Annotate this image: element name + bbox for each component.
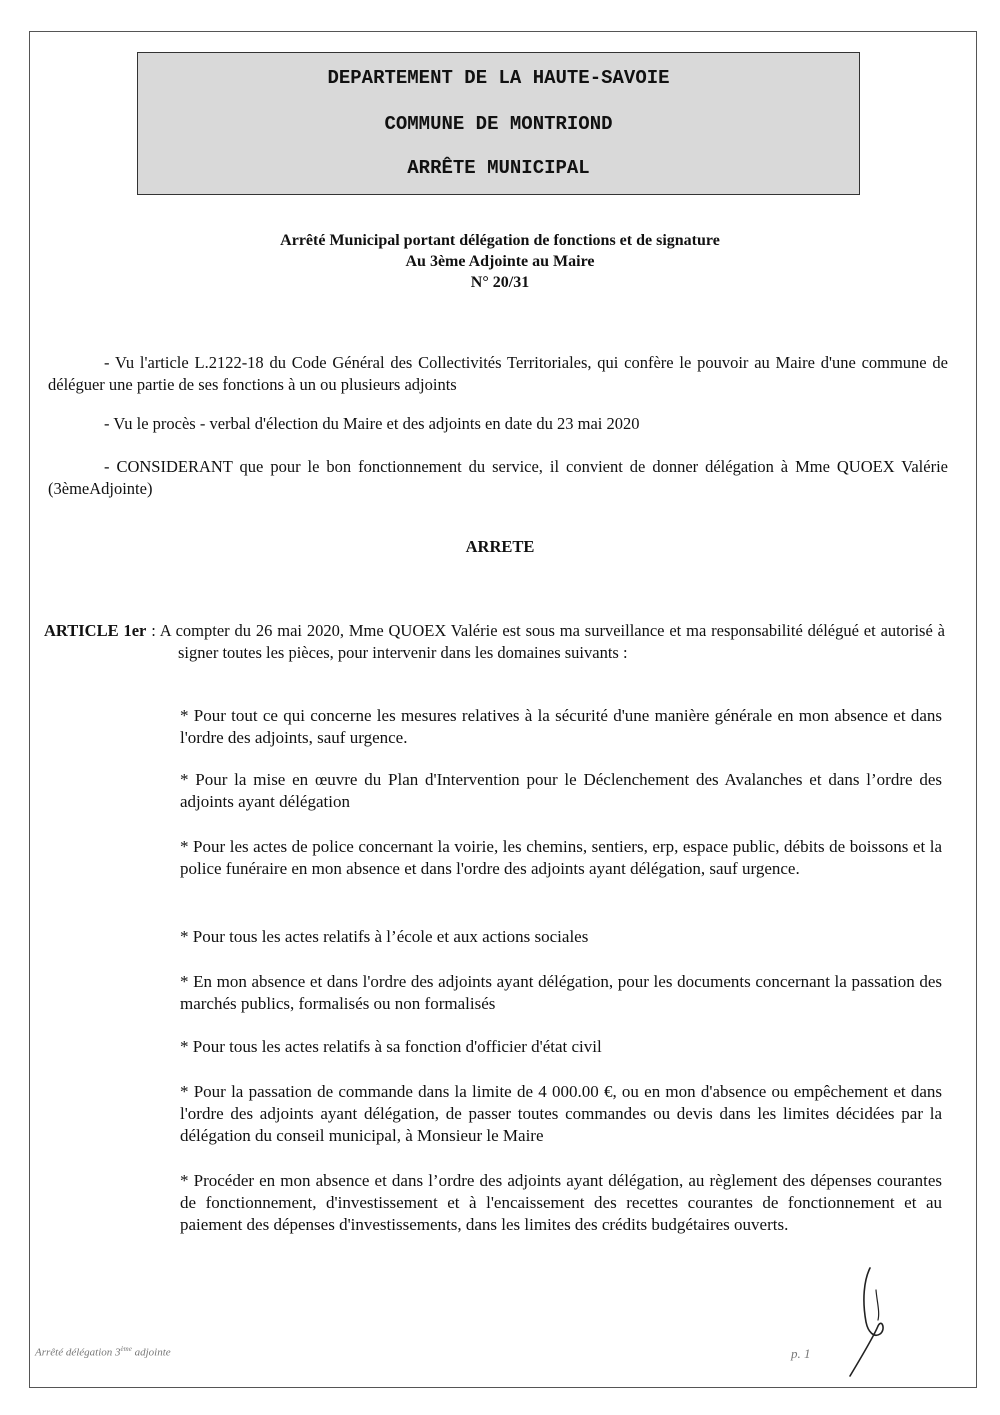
consideration-2: - Vu le procès - verbal d'élection du Maire et des adjoints en date du 23 mai 2020 [104,414,640,433]
header-box [137,52,860,195]
delegation-item: * En mon absence et dans l'ordre des adjoints ayant délégation, pour les documents concernant la passation des marchés publics, formalisés ou non formalisés [180,972,942,1013]
article-1-text: : A compter du 26 mai 2020, Mme QUOEX Valérie est sous ma surveillance et ma responsabilité délégué et autorisé à signer toutes les pièces, pour intervenir dans les domaines suivants : [146,621,945,662]
footer-doc-label: Arrêté délégation 3ème adjointe [35,1345,171,1359]
header-department: DEPARTEMENT DE LA HAUTE-SAVOIE [327,67,670,89]
delegation-item: * Pour la passation de commande dans la limite de 4 000.00 €, ou en mon d'absence ou empêchement et dans l'ordre des adjoints ayant délégation, de passer toutes commandes ou devis dans les limites décidées par la délégation du conseil municipal, à Monsieur le Maire [180,1082,942,1145]
header-doc-type: ARRÊTE MUNICIPAL [407,157,590,179]
header-commune: COMMUNE DE MONTRIOND [384,113,613,135]
delegation-item: * Pour tous les actes relatifs à sa fonction d'officier d'état civil [180,1037,602,1056]
title-number: N° 20/31 [470,274,530,291]
document-title [200,230,800,293]
article-1-label: ARTICLE 1er [44,621,147,640]
consideration-1: - Vu l'article L.2122-18 du Code Général des Collectivités Territoriales, qui confère le pouvoir au Maire d'une commune de déléguer une partie de ses fonctions à un ou plusieurs adjoints [48,353,948,394]
delegation-item: * Pour la mise en œuvre du Plan d'Intervention pour le Déclenchement des Avalanches et dans l’ordre des adjoints ayant délégation [180,770,942,811]
delegation-item: * Pour tous les actes relatifs à l’école et aux actions sociales [180,927,589,946]
title-line-1: Arrêté Municipal portant délégation de fonctions et de signature [280,232,720,249]
delegation-item: * Pour les actes de police concernant la voirie, les chemins, sentiers, erp, espace public, débits de boissons et la police funéraire en mon absence et dans l'ordre des adjoints ayant délégation, sauf urgence. [180,837,942,878]
consideration-3: - CONSIDERANT que pour le bon fonctionnement du service, il convient de donner délégation à Mme QUOEX Valérie (3èmeAdjointe) [48,457,948,498]
delegation-item: * Pour tout ce qui concerne les mesures relatives à la sécurité d'une manière générale en mon absence et dans l'ordre des adjoints, sauf urgence. [180,706,942,747]
signature [840,1260,900,1380]
page-number: p. 1 [791,1346,811,1361]
delegation-item: * Procéder en mon absence et dans l’ordre des adjoints ayant délégation, au règlement des dépenses courantes de fonctionnement, d'investissement et à l'encaissement des recettes courantes de fonctionnement et au paiement des dépenses d'investissements, dans les limites des crédits budgétaires ouverts. [180,1171,942,1234]
arrete-heading: ARRETE [465,537,535,556]
article-1 [44,620,945,664]
title-line-2: Au 3ème Adjointe au Maire [405,253,595,270]
